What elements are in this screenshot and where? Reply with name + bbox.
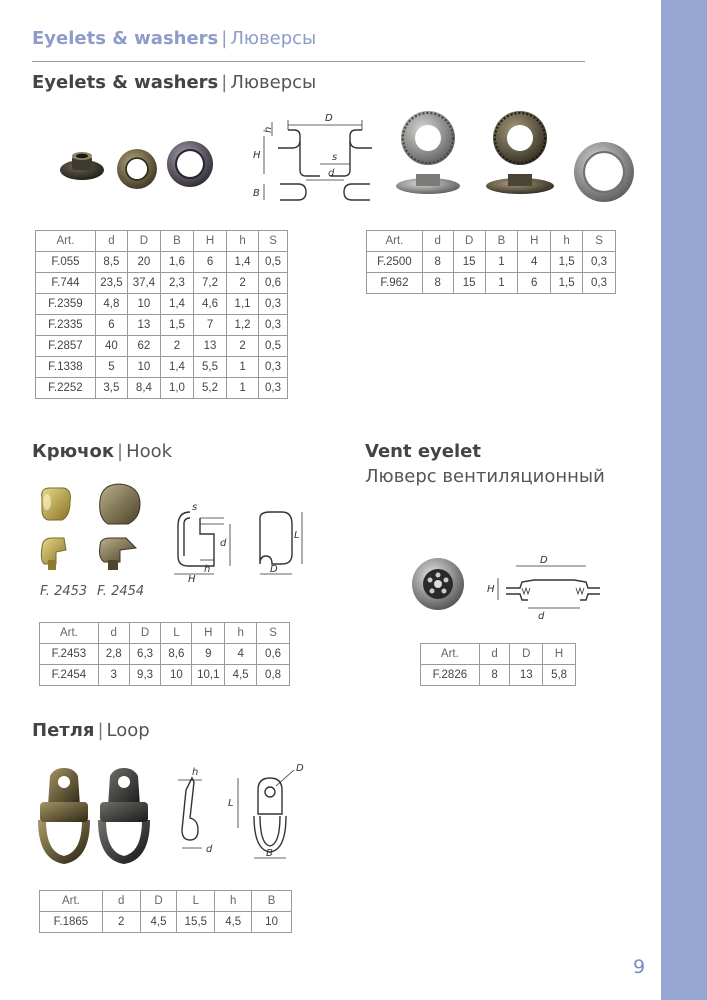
eyelets-table-1-cell: 0,6 — [259, 273, 288, 294]
brass-eyelet-ring — [117, 149, 157, 189]
eyelets-table-1-cell: F.1338 — [36, 357, 96, 378]
eyelets-title-separator: | — [221, 72, 228, 93]
dim-label-d: d — [328, 168, 335, 179]
hook-table-cell: 4,5 — [225, 665, 257, 686]
loop-dim-label-L: L — [228, 798, 234, 809]
eyelets-table-1-row — [36, 252, 288, 273]
header-title-bold: Eyelets & washers — [32, 28, 219, 49]
eyelets-table-2-row — [367, 252, 616, 273]
hook-photos — [36, 480, 156, 580]
dim-label-s: s — [332, 152, 338, 163]
eyelets-table-1-row — [36, 336, 288, 357]
loop-table-cell: F.1865 — [40, 912, 103, 933]
eyelets-table-2-cell: 15 — [453, 273, 485, 294]
eyelets-table-2-cell: 8 — [422, 273, 453, 294]
eyelets-table-1-cell: 10 — [127, 294, 160, 315]
hook-table-header-row — [40, 623, 290, 644]
eyelets-table-2-row — [367, 273, 616, 294]
header-separator: | — [221, 28, 228, 49]
loop-photo-brass — [40, 768, 88, 860]
header-divider — [32, 61, 585, 62]
hook-table-header-cell: L — [161, 623, 192, 644]
eyelets-table-1-row — [36, 273, 288, 294]
vent-table-row — [421, 665, 576, 686]
eyelets-table-1-row — [36, 294, 288, 315]
eyelets-table-1-row — [36, 357, 288, 378]
hook-table-cell: 9 — [192, 644, 225, 665]
eyelets-table-1-header-cell: B — [160, 231, 193, 252]
vent-dim-label-d: d — [538, 611, 545, 622]
eyelet-photos-right — [392, 110, 642, 205]
eyelets-table-2-cell: 6 — [518, 273, 551, 294]
dim-label-h: h — [263, 126, 274, 133]
eyelets-table-1-cell: 20 — [127, 252, 160, 273]
eyelets-table-2-cell: F.962 — [367, 273, 423, 294]
loop-section-title — [32, 720, 150, 741]
eyelets-table-1-cell: 1,6 — [160, 252, 193, 273]
eyelets-table-2-cell: 4 — [518, 252, 551, 273]
hook-table-header-cell: h — [225, 623, 257, 644]
dim-label-B: B — [253, 188, 260, 199]
eyelets-spec-table-2 — [366, 230, 616, 294]
loop-photo-black — [100, 768, 148, 860]
hook-table-cell: 8,6 — [161, 644, 192, 665]
eyelets-table-2-cell: 1 — [485, 252, 518, 273]
eyelet-dimension-drawing — [250, 108, 385, 213]
loop-table-header-row — [40, 891, 292, 912]
vent-eyelet-figure — [410, 548, 590, 628]
eyelets-table-1-cell: 0,3 — [259, 294, 288, 315]
eyelets-table-1-cell: 1,4 — [160, 357, 193, 378]
eyelets-table-1-cell: 5,5 — [194, 357, 227, 378]
header-title-light: Люверсы — [230, 28, 317, 49]
hook-table-cell: 2,8 — [98, 644, 129, 665]
hook-table-cell: 10,1 — [192, 665, 225, 686]
hook-table-cell: F.2454 — [40, 665, 99, 686]
hook-table-cell: F.2453 — [40, 644, 99, 665]
loop-table-header-cell: Art. — [40, 891, 103, 912]
eyelets-table-2-header-cell: H — [518, 231, 551, 252]
eyelets-table-1-cell: 1,2 — [227, 315, 259, 336]
hook-f2454-top-view — [100, 484, 140, 524]
loop-dim-label-D: D — [296, 763, 304, 774]
side-accent-band — [661, 0, 707, 1000]
eyelets-section-title — [32, 72, 316, 93]
vent-table-cell: 8 — [479, 665, 510, 686]
eyelets-table-1-cell: 62 — [127, 336, 160, 357]
eyelets-table-1-cell: 2 — [160, 336, 193, 357]
vent-table-header-cell: D — [510, 644, 543, 665]
eyelets-table-1-cell: 1,4 — [160, 294, 193, 315]
hook-table-cell: 10 — [161, 665, 192, 686]
vent-spec-table — [420, 643, 576, 686]
eyelets-table-1-cell: 6 — [95, 315, 127, 336]
vent-table-header-cell: H — [543, 644, 576, 665]
eyelets-table-2-header-cell: Art. — [367, 231, 423, 252]
eyelets-table-1-cell: 2 — [227, 336, 259, 357]
eyelets-table-1-cell: 5,2 — [194, 378, 227, 399]
eyelets-table-1-header-cell: D — [127, 231, 160, 252]
eyelets-table-1-cell: 13 — [127, 315, 160, 336]
eyelets-table-1-cell: 37,4 — [127, 273, 160, 294]
vent-table-header-cell: Art. — [421, 644, 480, 665]
hook-table-row — [40, 644, 290, 665]
eyelets-table-1-header-cell: d — [95, 231, 127, 252]
vent-section-subtitle: Люверс вентиляционный — [365, 466, 605, 487]
eyelets-spec-table-1 — [35, 230, 288, 399]
eyelets-table-2-cell: 8 — [422, 252, 453, 273]
hook-table-cell: 0,8 — [257, 665, 290, 686]
vent-table-cell: 5,8 — [543, 665, 576, 686]
eyelets-table-1-header-row — [36, 231, 288, 252]
loop-table-cell: 2 — [102, 912, 140, 933]
eyelets-title-bold: Eyelets & washers — [32, 72, 219, 93]
eyelets-table-1-cell: 1,0 — [160, 378, 193, 399]
eyelets-table-1-cell: 13 — [194, 336, 227, 357]
eyelets-table-1-cell: F.2359 — [36, 294, 96, 315]
vent-title-bold: Vent eyelet — [365, 441, 481, 462]
vent-table-cell: 13 — [510, 665, 543, 686]
eyelets-table-1-cell: 1,1 — [227, 294, 259, 315]
knurled-washer-bronze — [486, 111, 554, 194]
eyelets-table-1-cell: 1,5 — [160, 315, 193, 336]
vent-dim-label-H: H — [487, 584, 495, 595]
hook-f2454-side-view — [100, 538, 137, 570]
eyelet-photos-left — [56, 136, 256, 198]
hook-dim-label-L: L — [294, 530, 300, 541]
eyelets-table-2-cell: 1,5 — [551, 252, 583, 273]
loop-table-cell: 10 — [252, 912, 292, 933]
hook-dimension-drawing — [160, 494, 320, 586]
hook-f2453-side-view — [41, 538, 66, 570]
hook-table-cell: 0,6 — [257, 644, 290, 665]
hook-table-header-cell: d — [98, 623, 129, 644]
hook-table-cell: 4 — [225, 644, 257, 665]
hook-title-separator: | — [117, 441, 124, 462]
eyelets-table-1-cell: 0,5 — [259, 252, 288, 273]
gunmetal-eyelet-ring — [167, 141, 213, 187]
eyelets-table-2-cell: 15 — [453, 252, 485, 273]
eyelets-table-2-header-cell: S — [583, 231, 616, 252]
loop-dim-label-d: d — [206, 844, 213, 855]
eyelets-table-1-row — [36, 315, 288, 336]
loop-dimension-drawing — [172, 758, 322, 870]
loop-table-header-cell: h — [215, 891, 252, 912]
eyelets-table-1-cell: F.055 — [36, 252, 96, 273]
loop-table-cell: 4,5 — [215, 912, 252, 933]
hook-dim-label-s: s — [192, 502, 198, 513]
vent-table-header-cell: d — [479, 644, 510, 665]
hook-table-cell: 3 — [98, 665, 129, 686]
hook-table-row — [40, 665, 290, 686]
hook-fig-label-f2453: F. 2453 — [40, 584, 88, 599]
hook-table-header-cell: D — [129, 623, 161, 644]
dim-label-D: D — [325, 113, 333, 124]
eyelets-table-2-header-cell: D — [453, 231, 485, 252]
eyelets-table-2-header-cell: d — [422, 231, 453, 252]
eyelets-table-1-cell: 2,3 — [160, 273, 193, 294]
dim-label-H: H — [253, 150, 261, 161]
hook-table-header-cell: S — [257, 623, 290, 644]
eyelets-table-1-header-cell: h — [227, 231, 259, 252]
loop-table-header-cell: d — [102, 891, 140, 912]
knurled-washer-silver — [396, 111, 460, 194]
hook-title-bold: Крючок — [32, 441, 115, 462]
hook-f2453-top-view — [42, 488, 71, 520]
eyelets-table-1-header-cell: H — [194, 231, 227, 252]
plain-washer-silver — [574, 142, 634, 202]
vent-section-title — [365, 441, 481, 462]
loop-spec-table — [39, 890, 292, 933]
eyelets-table-1-cell: 1 — [227, 357, 259, 378]
eyelets-table-2-header-cell: B — [485, 231, 518, 252]
eyelets-table-1-cell: 0,3 — [259, 315, 288, 336]
eyelets-table-2-header-row — [367, 231, 616, 252]
eyelets-table-1-header-cell: S — [259, 231, 288, 252]
eyelets-table-1-cell: 7,2 — [194, 273, 227, 294]
eyelets-table-1-cell: F.744 — [36, 273, 96, 294]
eyelets-table-1-cell: 8,4 — [127, 378, 160, 399]
eyelets-table-1-cell: 23,5 — [95, 273, 127, 294]
hook-table-cell: 6,3 — [129, 644, 161, 665]
eyelets-table-1-cell: 1 — [227, 378, 259, 399]
page-number: 9 — [632, 956, 646, 978]
eyelets-table-1-cell: 0,3 — [259, 378, 288, 399]
eyelets-table-2-cell: 0,3 — [583, 252, 616, 273]
eyelets-table-2-cell: 0,3 — [583, 273, 616, 294]
loop-title-light: Loop — [106, 720, 150, 741]
loop-dim-label-B: B — [266, 848, 273, 859]
hook-table-header-cell: H — [192, 623, 225, 644]
eyelets-table-1-cell: 4,8 — [95, 294, 127, 315]
vent-table-cell: F.2826 — [421, 665, 480, 686]
loop-dim-label-h: h — [192, 767, 199, 778]
page-header-title — [32, 28, 316, 49]
eyelets-table-1-cell: 5 — [95, 357, 127, 378]
loop-table-header-cell: B — [252, 891, 292, 912]
loop-title-separator: | — [97, 720, 104, 741]
vent-dim-label-D: D — [540, 555, 548, 566]
eyelets-table-2-cell: 1,5 — [551, 273, 583, 294]
loop-table-header-cell: D — [140, 891, 177, 912]
eyelets-table-1-row — [36, 378, 288, 399]
vent-eyelet-dimension-drawing — [487, 555, 600, 622]
eyelets-table-1-cell: 1,4 — [227, 252, 259, 273]
eyelets-table-1-cell: 40 — [95, 336, 127, 357]
hook-dim-label-h: h — [204, 564, 211, 575]
hook-dim-label-H: H — [188, 574, 196, 585]
loop-table-row — [40, 912, 292, 933]
loop-table-header-cell: L — [177, 891, 215, 912]
eyelets-table-1-cell: 7 — [194, 315, 227, 336]
hook-spec-table — [39, 622, 290, 686]
eyelets-table-1-cell: F.2335 — [36, 315, 96, 336]
eyelets-table-1-cell: 3,5 — [95, 378, 127, 399]
eyelets-table-2-header-cell: h — [551, 231, 583, 252]
eyelets-table-1-cell: 8,5 — [95, 252, 127, 273]
eyelets-table-2-cell: 1 — [485, 273, 518, 294]
eyelets-table-1-cell: 4,6 — [194, 294, 227, 315]
eyelets-table-1-cell: 0,5 — [259, 336, 288, 357]
eyelets-table-1-cell: 6 — [194, 252, 227, 273]
hook-fig-label-f2454: F. 2454 — [97, 584, 145, 599]
eyelets-table-1-header-cell: Art. — [36, 231, 96, 252]
hook-title-light: Hook — [126, 441, 173, 462]
dark-eyelet-side-view — [60, 152, 104, 180]
hook-dim-label-d: d — [220, 538, 227, 549]
vent-table-header-row — [421, 644, 576, 665]
hook-section-title — [32, 441, 172, 462]
vent-eyelet-photo — [412, 558, 464, 610]
eyelets-table-1-cell: 0,3 — [259, 357, 288, 378]
loop-table-cell: 4,5 — [140, 912, 177, 933]
eyelets-table-1-cell: 10 — [127, 357, 160, 378]
hook-table-header-cell: Art. — [40, 623, 99, 644]
hook-dim-label-D: D — [270, 564, 278, 575]
loop-table-cell: 15,5 — [177, 912, 215, 933]
loop-photos — [34, 766, 164, 868]
hook-table-cell: 9,3 — [129, 665, 161, 686]
eyelets-table-2-cell: F.2500 — [367, 252, 423, 273]
eyelets-title-light: Люверсы — [230, 72, 317, 93]
eyelets-table-1-cell: F.2252 — [36, 378, 96, 399]
eyelets-table-1-cell: F.2857 — [36, 336, 96, 357]
loop-title-bold: Петля — [32, 720, 95, 741]
eyelets-table-1-cell: 2 — [227, 273, 259, 294]
